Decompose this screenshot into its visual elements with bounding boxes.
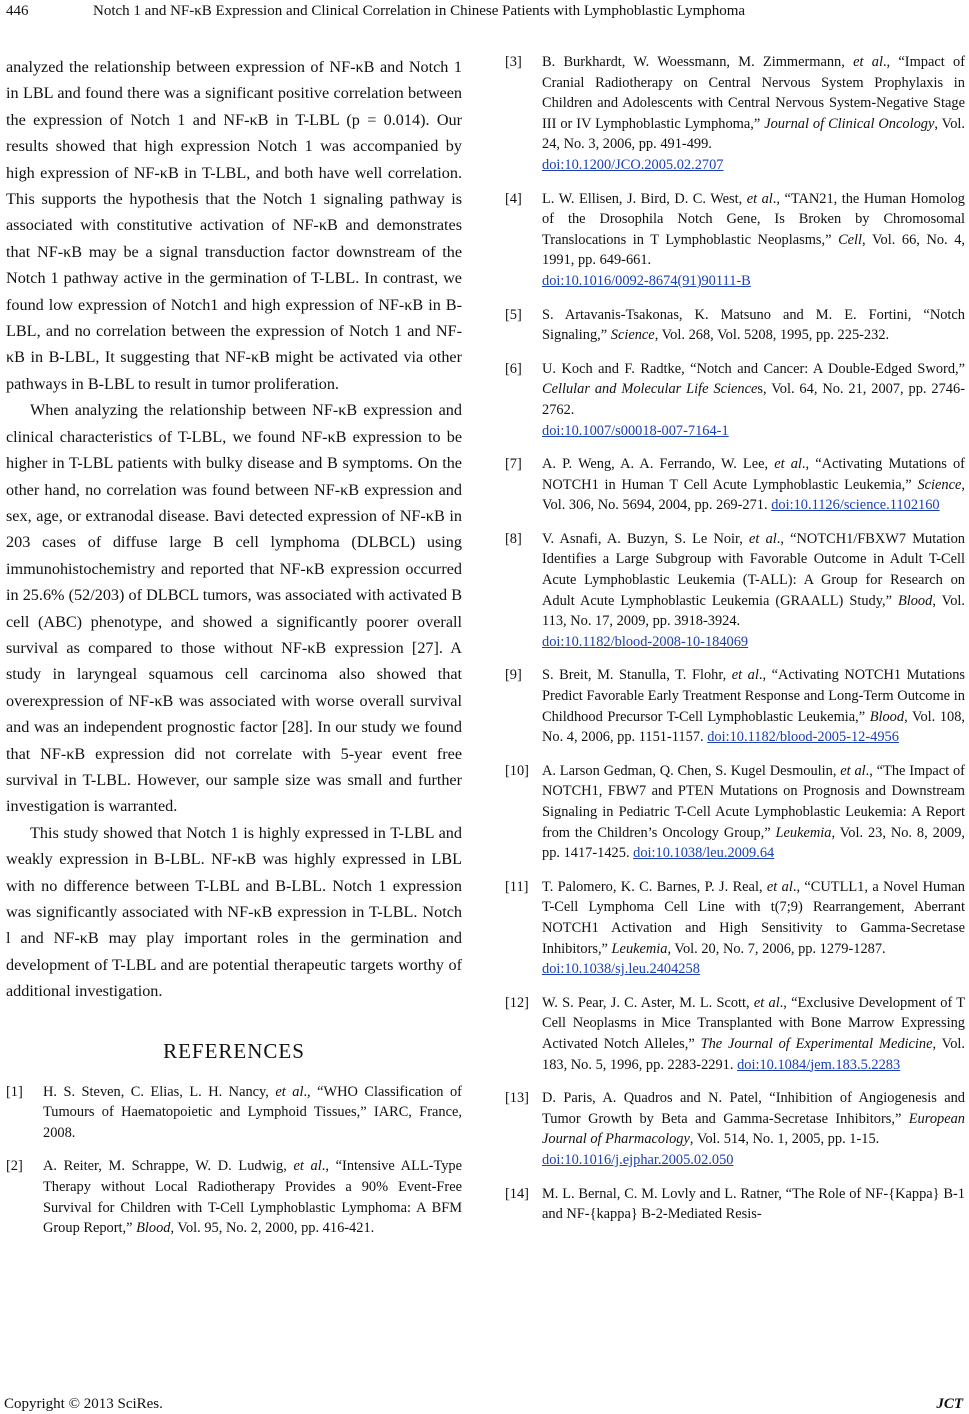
doi-link[interactable]: doi:10.1126/science.1102160 [771,497,940,514]
right-column [505,52,965,1238]
reference-text: , Vol. 514, No. 1, 2005, pp. 1-15. [689,1131,880,1148]
reference-journal: The Journal of Experimental Medicine [700,1035,933,1052]
running-title: Notch 1 and NF-κB Expression and Clinical Correlation in Chinese Patients with Lymphoblastic Lymphoma [93,3,746,19]
reference-text: V. Asnafi, A. Buzyn, S. Le Noir, [542,530,750,547]
reference-etal: et al [746,190,773,207]
reference-etal: et al [840,762,866,779]
reference-text: , Vol. 108, No. 4, 2006, pp. 1151-1157. [542,708,966,746]
reference-text: , Vol. 23, No. 8, 2009, pp. 1417-1425. [542,824,965,862]
reference-list [6,1082,462,1239]
reference-etal: et al [766,878,793,895]
reference-text: , Vol. 24, No. 3, 2006, pp. 491-499. [542,115,965,153]
reference-journal: European Journal of Pharmacology [542,1110,965,1148]
reference-number: [7] [505,456,522,473]
reference-text: , Vol. 66, No. 4, 1991, pp. 649-661. [542,231,965,269]
reference-text: D. Paris, A. Quadros and N. Patel, “Inhibition of Angiogenesis and Tumor Growth by Beta and Gamma-Secretase Inhibitors,” [542,1090,965,1127]
reference-text: H. S. Steven, C. Elias, L. H. Nancy, [43,1083,276,1100]
doi-link[interactable]: doi:10.1038/sj.leu.2404258 [542,961,700,978]
reference-number: [1] [6,1083,23,1100]
reference-etal: et al [749,530,777,547]
reference-number: [5] [505,306,522,323]
reference-journal: Cell [838,231,863,248]
references-heading: REFERENCES [163,1038,305,1063]
reference-text: T. Palomero, K. C. Barnes, P. J. Real, [542,878,767,895]
reference-number: [3] [505,54,522,70]
reference-number: [13] [505,1090,529,1107]
reference-journal: Leukemia [611,940,668,957]
doi-link[interactable]: doi:10.1007/s00018-007-7164-1 [542,422,729,439]
reference-number: [2] [6,1158,23,1175]
running-header [0,0,969,26]
reference-text: ., “The Impact of NOTCH1, FBW7 and PTEN Mutations on Prognosis and Downstream Signaling in Pediatric T-Cell Acute Lymphoblastic Leukemia: A Report from the Children’s Oncology Group,” [542,762,965,841]
reference-text: W. S. Pear, J. C. Aster, M. L. Scott, [542,994,754,1011]
left-column [6,54,462,1252]
reference-journal: Science [917,476,962,493]
reference-item [505,52,965,176]
reference-journal: Blood [869,708,905,725]
reference-text: ., “Intensive ALL-Type Therapy without Local Radiotherapy Provides a 90% Event-Free Survival for Children with T-Cell Lymphoblastic Lymphoma: A BFM Group Report,” [43,1158,463,1237]
reference-text: ., “NOTCH1/FBXW7 Mutation Identifies a Large Subgroup with Favorable Outcome in Adult T-Cell Acute Lymphoblastic Leukemia (T-ALL): A Group for Research on Adult Acute Lymphoblastic Leukemia (GRAALL) Study,” [542,530,965,609]
reference-text: S. Artavanis-Tsakonas, K. Matsuno and M. E. Fortini, “Notch Signaling,” [542,306,965,344]
reference-text: A. Larson Gedman, Q. Chen, S. Kugel Desmoulin, [542,762,841,779]
reference-journal: Cellular and Molecular Life Science [542,381,758,398]
reference-text: A. P. Weng, A. A. Ferrando, W. Lee, [542,456,775,473]
doi-link[interactable]: doi:10.1038/leu.2009.64 [633,845,775,862]
doi-link[interactable]: doi:10.1200/JCO.2005.02.2707 [542,156,724,173]
reference-number: [14] [505,1185,529,1202]
reference-item [6,1156,462,1238]
reference-number: [10] [505,762,529,779]
reference-item [505,665,965,747]
reference-text: , Vol. 113, No. 17, 2009, pp. 3918-3924. [542,592,965,630]
reference-journal: Journal of Clinical Oncology [764,115,935,132]
reference-text: , Vol. 95, No. 2, 2000, pp. 416-421. [170,1220,375,1237]
reference-text: ., “Activating Mutations of NOTCH1 in Human T Cell Acute Lymphoblastic Leukemia,” [542,456,965,493]
copyright-notice: Copyright © 2013 SciRes. [4,1396,163,1412]
page-number: 446 [6,3,29,19]
reference-text: ., “WHO Classification of Tumours of Haematopoietic and Lymphoid Tissues,” IARC, France, 2008. [43,1083,462,1141]
reference-number: [6] [505,360,522,377]
reference-number: [12] [505,994,529,1011]
doi-link[interactable]: doi:10.1016/0092-8674(91)90111-B [542,272,751,289]
doi-link[interactable]: doi:10.1182/blood-2005-12-4956 [707,729,899,746]
reference-journal: Blood [136,1220,171,1237]
reference-journal: Leukemia [775,824,832,841]
reference-etal: et al [275,1083,304,1100]
journal-abbreviation: JCT [936,1396,963,1412]
reference-item [505,877,965,980]
reference-text: A. Reiter, M. Schrappe, W. D. Ludwig, [43,1158,294,1175]
page-footer [0,1394,969,1414]
body-paragraph: analyzed the relationship between expression of NF-κB and Notch 1 in LBL and found there was a significant positive correlation between the expression of Notch 1 and NF-κB in T-LBL (p = 0.014). Our results showed that high expression Notch 1 was accompanied by high expression of NF-κB in T-LBL, and both have well correlation. This supports the hypothesis that the Notch 1 signaling pathway is associated with constitutive activation of NF-κB and demonstrates that NF-κB may be a signal transduction factor downstream of the Notch 1 pathway active in the germination of T-LBL. In contrast, we found low expression of Notch1 and high expression of NF-κB in B-LBL, and no correlation between the expression of Notch 1 and NF-κB in B-LBL, It suggesting that NF-κB might be activated via other pathways in B-LBL to result in tumor proliferation. [6,58,462,393]
reference-item [505,305,965,346]
reference-text: , Vol. 20, No. 7, 2006, pp. 1279-1287. [667,940,886,957]
body-paragraph: When analyzing the relationship between NF-κB expression and clinical characteristics of T-LBL, we found NF-κB expression to be higher in T-LBL patients with bulky disease and B symptoms. On the other hand, no correlation was found between NF-κB expression and sex, age, or extranodal disease. Bavi detected expression of NF-κB in 203 cases of diffuse large B cell lymphoma (DLBCL) using immunohistochemistry and reported that NF-κB expression occurred in 25.6% (52/203) of DLBCL tumors, was associated with activated B cell (ABC) phenotype, and showed a significantly poorer overall survival as compared to those without NF-κB expression [27]. A study in laryngeal squamous cell carcinoma also showed that overexpression of NF-κB was associated with worse overall survival and was an independent prognostic factor [28]. In our study we found that NF-κB expression did not correlate with 5-year event free survival in T-LBL. However, our sample size was small and further investigation is warranted. [6,401,462,816]
reference-item [505,529,965,653]
reference-etal: et al [731,667,759,684]
reference-etal: et al [753,994,780,1011]
reference-number: [11] [505,878,529,895]
reference-number: [9] [505,667,522,684]
reference-list [505,52,965,1225]
reference-etal: et al [774,456,802,473]
reference-item [505,993,965,1075]
doi-link[interactable]: doi:10.1016/j.ejphar.2005.02.050 [542,1151,734,1168]
reference-text: M. L. Bernal, C. M. Lovly and L. Ratner, “The Role of NF-{Kappa} B-1 and NF-{kappa} B-2-Mediated Resis- [542,1185,965,1223]
reference-item [6,1082,462,1144]
reference-etal: et al [853,54,883,70]
reference-text: ., “Exclusive Development of T Cell Neoplasms in Mice Transplanted with Bone Marrow Expressing Activated Notch Alleles,” [542,994,965,1052]
reference-item [505,1184,965,1225]
reference-text: s, Vol. 64, No. 21, 2007, pp. 2746-2762. [542,381,965,418]
reference-text: , Vol. 306, No. 5694, 2004, pp. 269-271. [542,476,965,514]
body-paragraph: This study showed that Notch 1 is highly expressed in T-LBL and weakly expression in B-LBL. NF-κB was highly expressed in LBL with no difference between T-LBL and B-LBL. Notch 1 expression was significantly associated with NF-κB expression in T-LBL. Notch l and NF-κB may play important roles in the germination and development of T-LBL and are potential therapeutic targets worthy of additional investigation. [6,823,462,1001]
reference-journal: Science [610,327,655,344]
reference-text: ., “Activating NOTCH1 Mutations Predict Favorable Early Treatment Response and Long-Term Outcome in Childhood Precursor T-Cell Lymphoblastic Leukemia,” [542,667,965,725]
reference-text: U. Koch and F. Radtke, “Notch and Cancer: A Double-Edged Sword,” [542,360,965,377]
reference-text: L. W. Ellisen, J. Bird, D. C. West, [542,190,747,207]
reference-text: , Vol. 268, Vol. 5208, 1995, pp. 225-232. [654,327,890,344]
reference-text: , Vol. 183, No. 5, 1996, pp. 2283-2291. [542,1035,965,1073]
reference-item [505,454,965,516]
reference-text: ., “Impact of Cranial Radiotherapy on Central Nervous System Prophylaxis in Children and Adolescents with Central Nervous System-Negative Stage III or IV Lymphoblastic Lymphoma,” [542,54,965,132]
reference-text: ., “TAN21, the Human Homolog of the Drosophila Notch Gene, Is Broken by Chromosomal Translocations in T Lymphoblastic Neoplasms,” [542,190,965,248]
reference-item [505,1088,965,1170]
reference-text: ., “CUTLL1, a Novel Human T-Cell Lymphoma Cell Line with t(7;9) Rearrangement, Aberrant NOTCH1 Activation and High Sensitivity to Gamma-Secretase Inhibitors,” [542,878,965,957]
reference-number: [4] [505,190,522,207]
reference-journal: Blood [897,592,933,609]
reference-item [505,359,965,441]
doi-link[interactable]: doi:10.1182/blood-2008-10-184069 [542,633,749,650]
reference-text: B. Burkhardt, W. Woessmann, M. Zimmermann, [542,54,854,70]
reference-item [505,189,965,292]
reference-etal: et al [293,1158,322,1175]
doi-link[interactable]: doi:10.1084/jem.183.5.2283 [737,1056,901,1073]
reference-item [505,761,965,864]
reference-text: S. Breit, M. Stanulla, T. Flohr, [542,667,732,684]
reference-number: [8] [505,530,522,547]
